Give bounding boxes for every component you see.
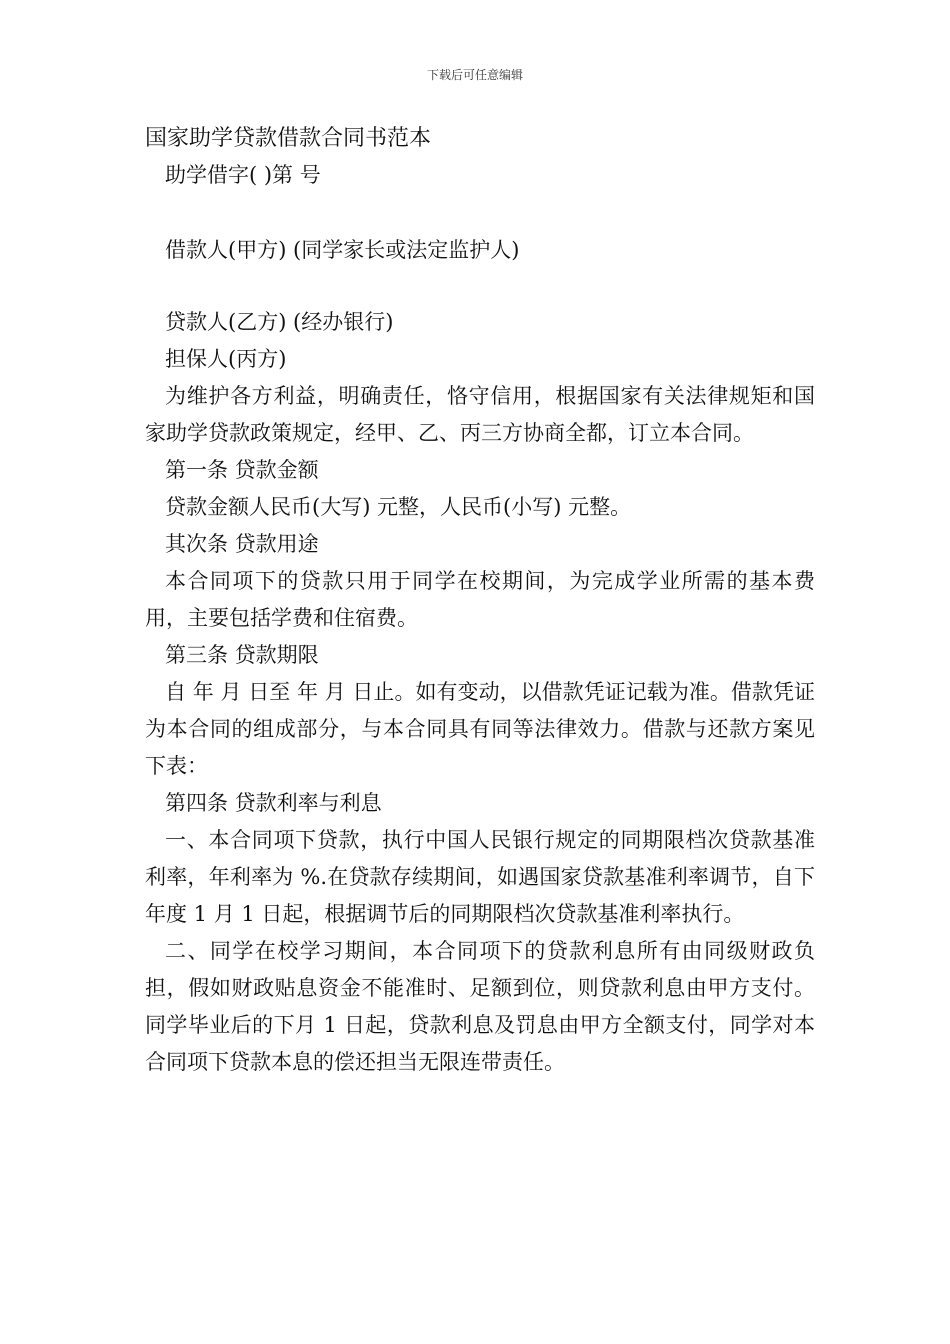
document-title: 国家助学贷款借款合同书范本 <box>145 126 432 151</box>
contract-body <box>145 121 815 1081</box>
guarantor-line: 担保人(丙方) <box>165 347 287 371</box>
article-1-body: 贷款金额人民币(大写) 元整，人民币(小写) 元整。 <box>165 495 632 519</box>
borrower-line: 借款人(甲方) (同学家长或法定监护人) <box>165 238 520 262</box>
article-3-body: 自 年 月 日至 年 月 日止。如有变动，以借款凭证记载为准。借款凭证为本合同的组成部分，与本合同具有同等法律效力。借款与还款方案见下表： <box>145 680 815 778</box>
article-2-body: 本合同项下的贷款只用于同学在校期间，为完成学业所需的基本费用，主要包括学费和住宿费。 <box>145 569 815 630</box>
lender-line: 贷款人(乙方) (经办银行) <box>165 310 394 334</box>
contract-number: 助学借字( )第 号 <box>165 163 321 187</box>
article-1-title: 第一条 贷款金额 <box>165 458 319 482</box>
article-2-title: 其次条 贷款用途 <box>165 532 319 556</box>
preamble-paragraph: 为维护各方利益，明确责任，恪守信用，根据国家有关法律规矩和国家助学贷款政策规定，经甲、乙、丙三方协商全都，订立本合同。 <box>145 384 815 445</box>
article-4-paragraph-2: 二、同学在校学习期间，本合同项下的贷款利息所有由同级财政负担，假如财政贴息资金不能准时、足额到位，则贷款利息由甲方支付。同学毕业后的下月 1 日起，贷款利息及罚息由甲方全额支付，同学对本合同项下贷款本息的偿还担当无限连带责任。 <box>145 939 815 1074</box>
article-4-title: 第四条 贷款利率与利息 <box>165 791 382 815</box>
article-4-paragraph-1: 一、本合同项下贷款，执行中国人民银行规定的同期限档次贷款基准利率，年利率为 %.在贷款存续期间，如遇国家贷款基准利率调节，自下年度 1 月 1 日起，根据调节后的同期限档次贷款基准利率执行。 <box>145 828 815 926</box>
article-3-title: 第三条 贷款期限 <box>165 643 319 667</box>
header-note: 下载后可任意编辑 <box>426 68 523 82</box>
